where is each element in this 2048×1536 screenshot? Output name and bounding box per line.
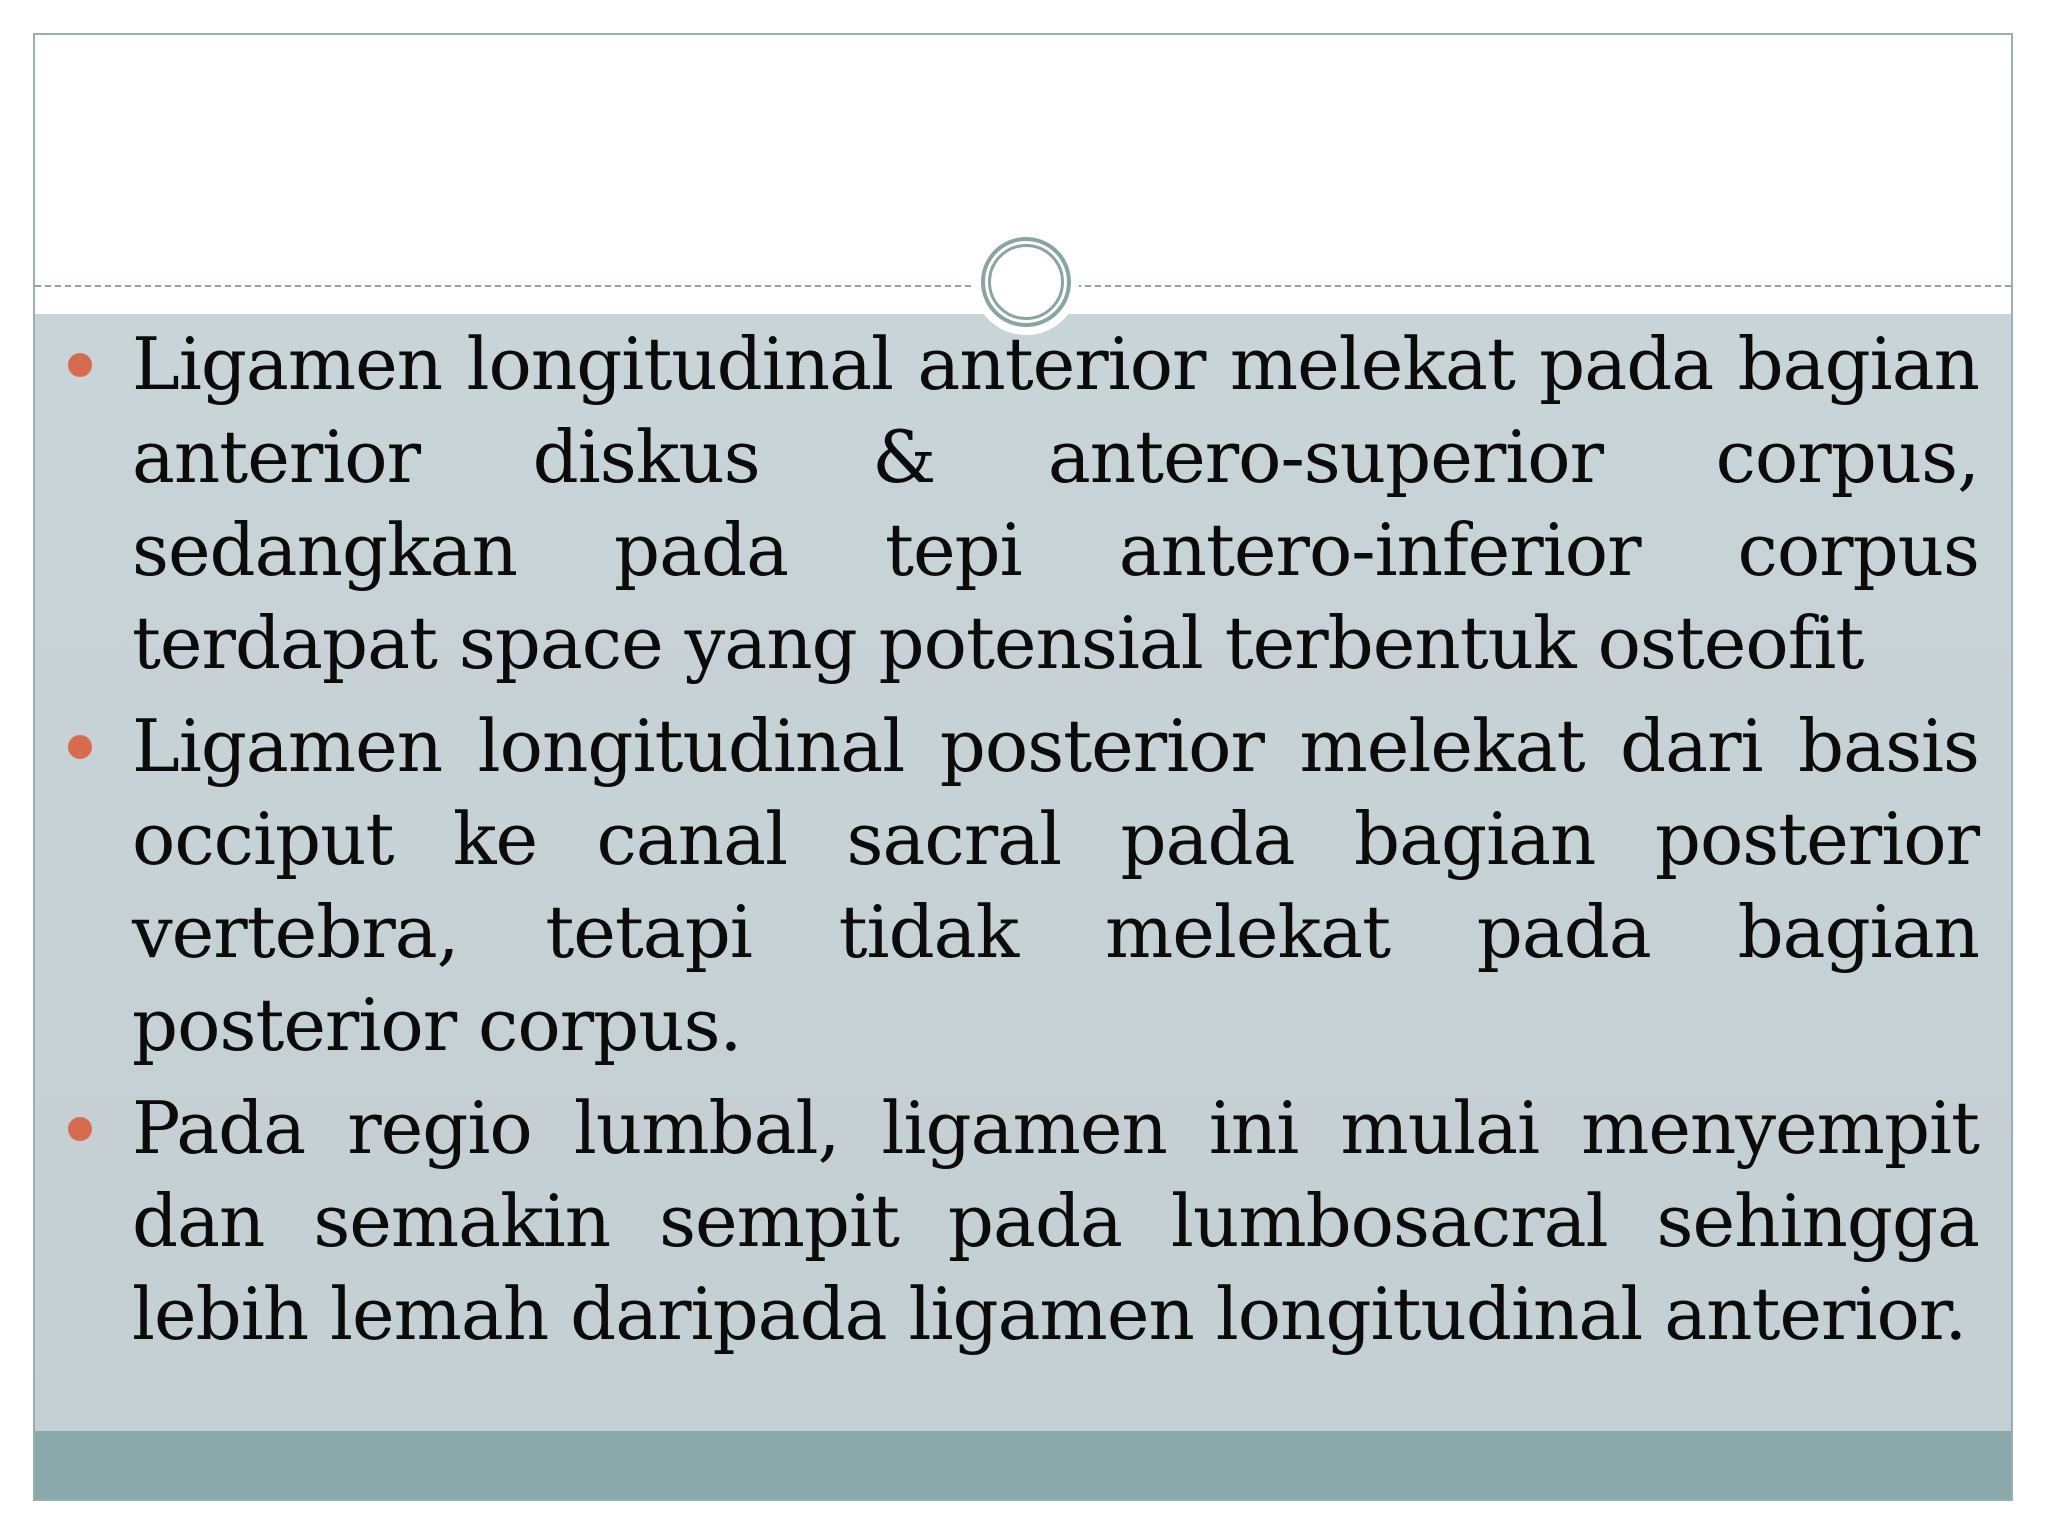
ornament-inner-ring (988, 244, 1064, 320)
slide (33, 33, 2013, 1501)
bullet-item (35, 700, 2011, 1072)
bullet-text: Ligamen longitudinal posterior melekat dari basis occiput ke canal sacral pada bagian posterior vertebra, tetapi tidak melekat pada bagian posterior corpus. (132, 704, 1979, 1067)
bullet-text: Pada regio lumbal, ligamen ini mulai menyempit dan semakin sempit pada lumbosacral sehingga lebih lemah daripada ligamen longitudinal anterior. (132, 1086, 1979, 1356)
bullet-dot-icon (68, 1117, 92, 1141)
bullet-item (35, 318, 2011, 690)
bullet-dot-icon (68, 735, 92, 759)
bullet-item (35, 1082, 2011, 1361)
bullet-text: Ligamen longitudinal anterior melekat pada bagian anterior diskus & antero-superior corpus, sedangkan pada tepi antero-inferior corpus terdapat space yang potensial terbentuk osteofit (132, 322, 1979, 685)
bullet-list (35, 318, 2011, 1371)
bullet-dot-icon (68, 353, 92, 377)
footer-band (35, 1431, 2011, 1501)
